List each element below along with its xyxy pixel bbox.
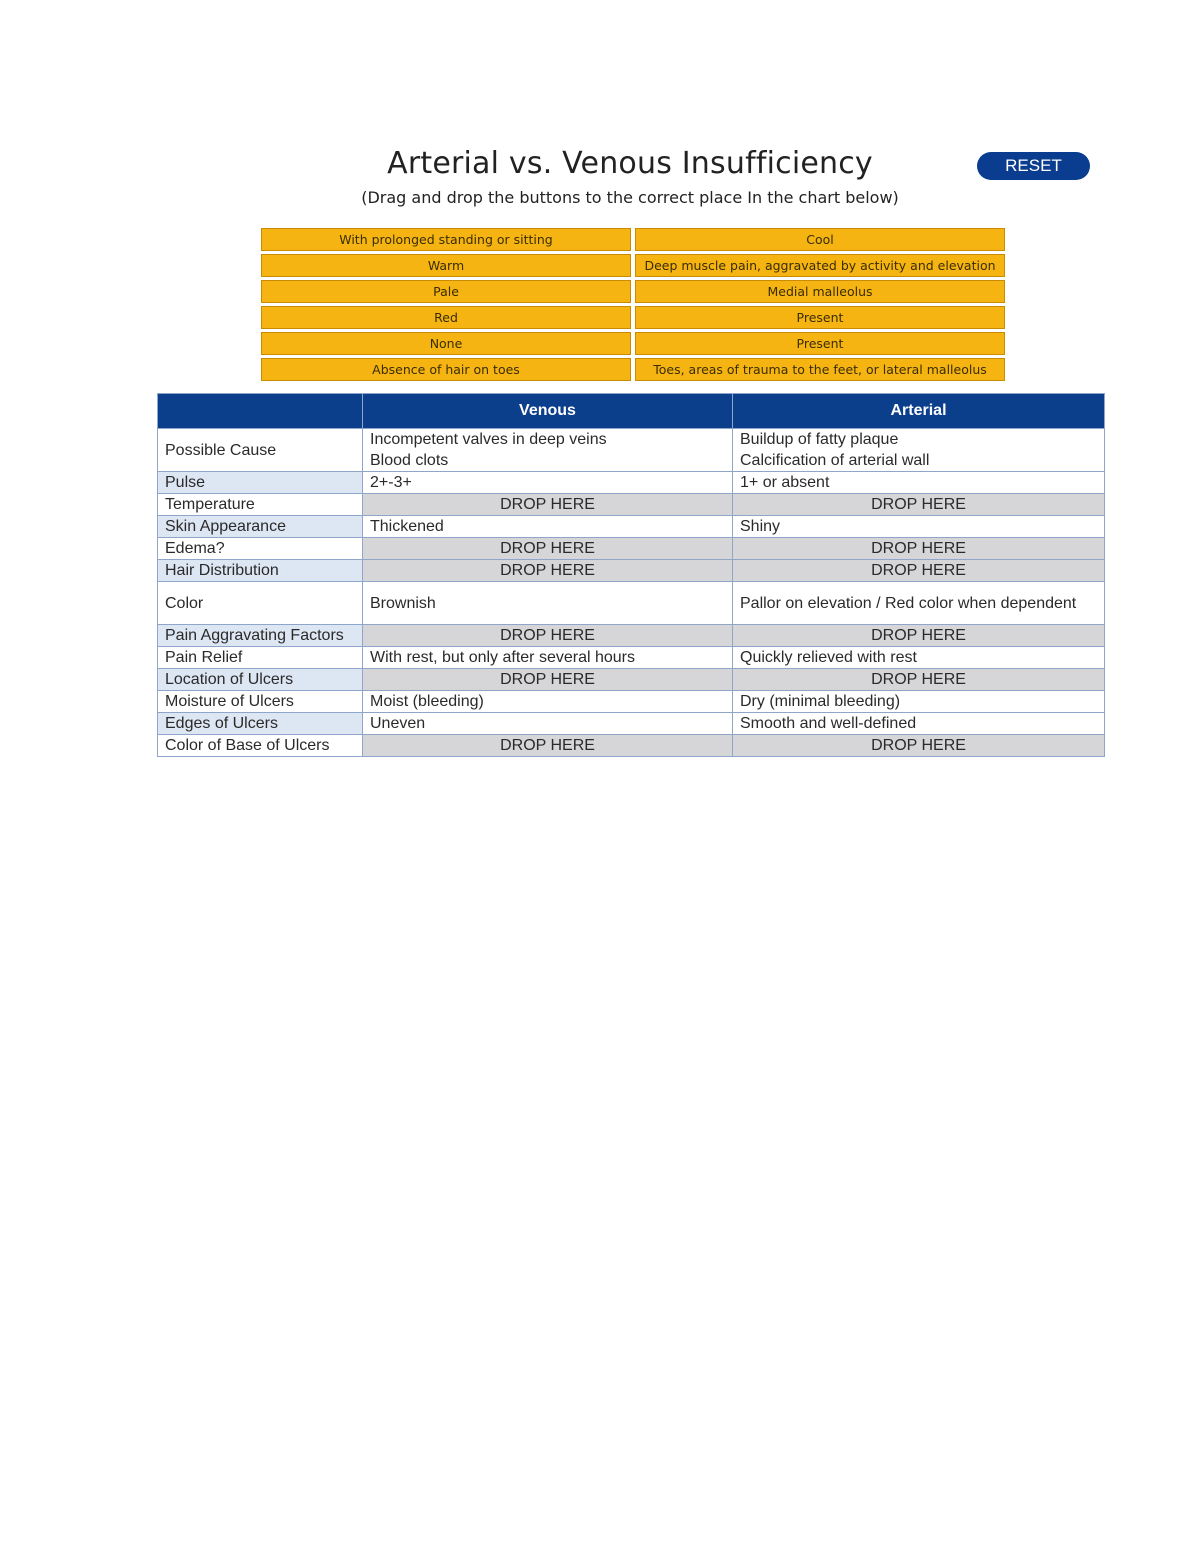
venous-drop-zone[interactable]: DROP HERE bbox=[363, 560, 733, 582]
header-arterial: Arterial bbox=[733, 394, 1105, 429]
option-chip[interactable]: Red bbox=[261, 306, 631, 329]
row-edema bbox=[158, 538, 1105, 560]
arterial-cell: Quickly relieved with rest bbox=[733, 647, 1105, 669]
row-pain-relief bbox=[158, 647, 1105, 669]
option-chip[interactable]: Present bbox=[635, 332, 1005, 355]
venous-cell: With rest, but only after several hours bbox=[363, 647, 733, 669]
option-chip[interactable]: Cool bbox=[635, 228, 1005, 251]
arterial-cell: Smooth and well-defined bbox=[733, 713, 1105, 735]
header-blank bbox=[158, 394, 363, 429]
option-chip[interactable]: Present bbox=[635, 306, 1005, 329]
option-chip[interactable]: Deep muscle pain, aggravated by activity and elevation bbox=[635, 254, 1005, 277]
row-label: Possible Cause bbox=[158, 429, 363, 472]
arterial-cell: 1+ or absent bbox=[733, 472, 1105, 494]
venous-drop-zone[interactable]: DROP HERE bbox=[363, 625, 733, 647]
venous-cell: Moist (bleeding) bbox=[363, 691, 733, 713]
venous-drop-zone[interactable]: DROP HERE bbox=[363, 538, 733, 560]
arterial-drop-zone[interactable]: DROP HERE bbox=[733, 538, 1105, 560]
row-moisture-ulcers bbox=[158, 691, 1105, 713]
arterial-cell bbox=[733, 429, 1105, 472]
row-temperature bbox=[158, 494, 1105, 516]
row-label: Pulse bbox=[158, 472, 363, 494]
option-chip[interactable]: With prolonged standing or sitting bbox=[261, 228, 631, 251]
row-label: Moisture of Ulcers bbox=[158, 691, 363, 713]
venous-cell: Brownish bbox=[363, 582, 733, 625]
comparison-chart bbox=[157, 393, 1105, 757]
option-chip[interactable]: Medial malleolus bbox=[635, 280, 1005, 303]
row-hair-distribution bbox=[158, 560, 1105, 582]
row-pain-aggravating bbox=[158, 625, 1105, 647]
row-label: Color bbox=[158, 582, 363, 625]
arterial-cell: Shiny bbox=[733, 516, 1105, 538]
chart-header-row bbox=[158, 394, 1105, 429]
arterial-drop-zone[interactable]: DROP HERE bbox=[733, 560, 1105, 582]
reset-button[interactable]: RESET bbox=[977, 152, 1090, 180]
row-label: Edges of Ulcers bbox=[158, 713, 363, 735]
row-label: Location of Ulcers bbox=[158, 669, 363, 691]
option-chip[interactable]: Absence of hair on toes bbox=[261, 358, 631, 381]
venous-cell: Uneven bbox=[363, 713, 733, 735]
row-edges-ulcers bbox=[158, 713, 1105, 735]
venous-cause-2: Blood clots bbox=[370, 452, 449, 469]
venous-cause-1: Incompetent valves in deep veins bbox=[370, 431, 607, 448]
arterial-cause-1: Buildup of fatty plaque bbox=[740, 431, 899, 448]
row-skin-appearance bbox=[158, 516, 1105, 538]
arterial-cell: Dry (minimal bleeding) bbox=[733, 691, 1105, 713]
answer-bank bbox=[261, 228, 1005, 381]
arterial-drop-zone[interactable]: DROP HERE bbox=[733, 669, 1105, 691]
row-label: Color of Base of Ulcers bbox=[158, 735, 363, 757]
row-label: Edema? bbox=[158, 538, 363, 560]
option-chip[interactable]: Pale bbox=[261, 280, 631, 303]
option-chip[interactable]: Toes, areas of trauma to the feet, or lateral malleolus bbox=[635, 358, 1005, 381]
row-label: Temperature bbox=[158, 494, 363, 516]
row-label: Skin Appearance bbox=[158, 516, 363, 538]
option-chip[interactable]: None bbox=[261, 332, 631, 355]
venous-cell: 2+-3+ bbox=[363, 472, 733, 494]
arterial-cell: Pallor on elevation / Red color when dependent bbox=[733, 582, 1105, 625]
venous-cell bbox=[363, 429, 733, 472]
row-color bbox=[158, 582, 1105, 625]
row-label: Pain Aggravating Factors bbox=[158, 625, 363, 647]
header-venous: Venous bbox=[363, 394, 733, 429]
venous-drop-zone[interactable]: DROP HERE bbox=[363, 735, 733, 757]
option-chip[interactable]: Warm bbox=[261, 254, 631, 277]
venous-drop-zone[interactable]: DROP HERE bbox=[363, 669, 733, 691]
row-label: Pain Relief bbox=[158, 647, 363, 669]
row-location-ulcers bbox=[158, 669, 1105, 691]
arterial-drop-zone[interactable]: DROP HERE bbox=[733, 494, 1105, 516]
page-title: Arterial vs. Venous Insufficiency bbox=[387, 146, 873, 181]
venous-drop-zone[interactable]: DROP HERE bbox=[363, 494, 733, 516]
page-subtitle: (Drag and drop the buttons to the correct place In the chart below) bbox=[361, 188, 899, 207]
row-label: Hair Distribution bbox=[158, 560, 363, 582]
arterial-drop-zone[interactable]: DROP HERE bbox=[733, 735, 1105, 757]
row-color-base-ulcers bbox=[158, 735, 1105, 757]
arterial-cause-2: Calcification of arterial wall bbox=[740, 452, 930, 469]
venous-cell: Thickened bbox=[363, 516, 733, 538]
row-pulse bbox=[158, 472, 1105, 494]
row-possible-cause bbox=[158, 429, 1105, 472]
arterial-drop-zone[interactable]: DROP HERE bbox=[733, 625, 1105, 647]
